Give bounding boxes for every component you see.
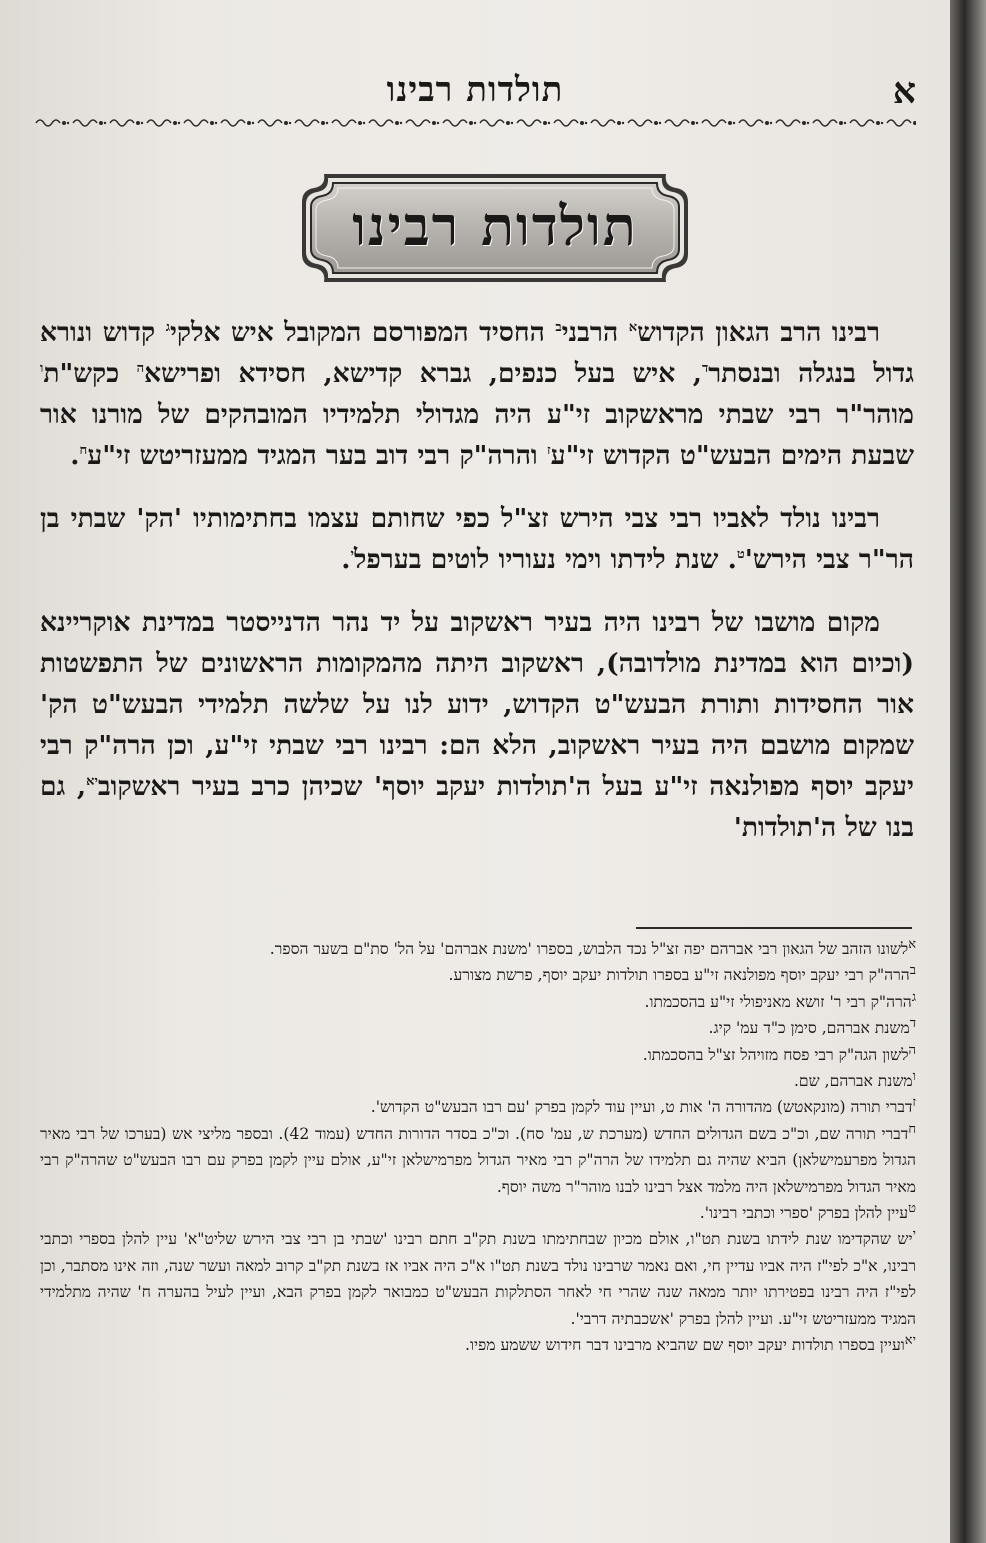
footnote-mark: ו (912, 1068, 916, 1084)
header-ornament-border (34, 116, 916, 130)
text-run: , איש בעל כנפים, גברא קדישא, חסידא ופרישא (144, 358, 702, 389)
text-run: מקום מושבו של רבינו היה בעיר ראשקוב על יד נהר הדנייסטר במדינת אוקריינא (וכיום הוא במדינת מולדובה), ראשקוב היתה מהמקומות הראשונים של התפשטות אור החסידות ותורת הבעש"ט הקדוש, ידוע לנו על שלשה תלמידי הבעש"ט הק' שמקום מושבם היה בעיר ראשקוב, הלא הם: רבינו רבי שבתי זי"ע, וכן הרה"ק רבי יעקב יוסף מפולנאה זי"ע בעל ה'תולדות יעקב יוסף' שכיהן כרב בעיר ראשקוב (40, 607, 914, 802)
footnote-ref: ד (701, 361, 709, 377)
body-paragraph (40, 498, 914, 580)
footnote-mark: ט (908, 1200, 916, 1216)
footnote-mark: ב (909, 963, 916, 979)
footnote-ref: ב (555, 320, 562, 336)
footnote-ref: ה (136, 361, 145, 377)
footnote-ref: ח (79, 443, 88, 459)
footnote-mark: ג (911, 989, 916, 1005)
text-run: כקש"ת (43, 358, 137, 389)
footnote-text: הרה"ק רבי יעקב יוסף מפולנאה זי"ע בספרו תולדות יעקב יוסף, פרשת מצורע. (448, 966, 910, 985)
footnote-ref: ט (736, 547, 745, 563)
page-number: א (892, 70, 916, 112)
body-paragraph (40, 312, 914, 476)
footnote-mark: יא (904, 1332, 916, 1348)
footnote (40, 1226, 916, 1332)
chapter-title-cartouche (300, 172, 690, 284)
footnote-text: לשונו הזהב של הגאון רבי אברהם יפה זצ"ל נכד הלבוש, בספרו 'משנת אברהם' על הל' סת"ם בשער הספר. (269, 940, 909, 958)
footnote-mark: א (908, 936, 916, 952)
footnote-ref: א (628, 320, 638, 336)
running-title: תולדות רבינו (386, 70, 564, 110)
footnote (40, 1015, 916, 1041)
footnote-mark: ח (908, 1121, 917, 1137)
text-run: . (70, 440, 80, 471)
footnote-separator (636, 927, 912, 929)
text-run: רבינו נולד לאביו רבי צבי הירש זצ"ל כפי שחותם עצמו בחתימותיו 'הק' שבתי בן הר"ר צבי הירש' (40, 503, 914, 575)
body-paragraph (40, 602, 914, 848)
footnote-mark: י (912, 1227, 916, 1243)
footnote-ref: ו (40, 361, 44, 377)
footnote-mark: ד (909, 1016, 916, 1032)
footnote (40, 1094, 916, 1120)
text-run: , גם בנו של ה'תולדות' (40, 771, 914, 843)
footnote-text: דברי תורה (מונקאטש) מהדורה ה' אות ט, ועיין עוד לקמן בפרק 'עם רבו הבעש"ט הקדוש'. (370, 1098, 913, 1117)
footnote-ref: ז (546, 443, 551, 459)
footnote-text: הרה"ק רבי ר' זושא מאניפולי זי"ע בהסכמתו. (644, 992, 912, 1011)
footnote-ref: יא (86, 774, 98, 790)
footnote-ref: י (350, 547, 354, 563)
text-run: רבינו הרב הגאון הקדוש (637, 317, 880, 348)
footnote (40, 1200, 916, 1226)
footnote (40, 962, 916, 988)
footnote-mark: ז (912, 1095, 916, 1111)
chapter-title: תולדות רבינו (352, 194, 638, 258)
text-run: הרבני (561, 317, 629, 348)
text-run: קדוש ונורא גדול בנגלה ובנסתר (40, 317, 914, 389)
running-header (30, 70, 920, 118)
text-run: והרה"ק רבי דוב בער המגיד ממעזריטש זי"ע (87, 440, 547, 471)
text-run: . (341, 544, 351, 575)
footnote (40, 1332, 916, 1358)
footnote-text: עיין להלן בפרק 'ספרי וכתבי רבינו'. (699, 1204, 909, 1223)
footnotes (40, 936, 916, 1359)
footnote-text: משנת אברהם, שם. (793, 1072, 913, 1091)
footnote (40, 1121, 916, 1200)
page-edge-shadow (950, 0, 986, 1543)
footnote-text: דברי תורה שם, וכ"כ בשם הגדולים החדש (מערכת ש, עמ' סח). וכ"כ בסדר הדורות החדש (עמוד 42). ובספר מליצי אש (בערכו של רבי מאיר הגדול מפרעמישלאן) הביא שהיה גם תלמידו של הרה"ק רבי מאיר הגדול מפרמישלאן זי"ע, אולם עיין לקמן בפרק עם רבו הבעש"ט שהרה"ק רבי מאיר הגדול מפרמישלאן היה מלמד אצל רבינו לבנו מוהר"ר משה יוסף. (40, 1124, 916, 1196)
footnote (40, 1042, 916, 1068)
footnote-text: ועיין בספרו תולדות יעקב יוסף שם שהביא מרבינו דבר חידוש ששמע מפיו. (465, 1336, 905, 1355)
text-run: . שנת לידתו וימי נעוריו לוטים בערפל (353, 544, 737, 575)
footnote-text: לשון הגה"ק רבי פסח מזויהל זצ"ל בהסכמתו. (642, 1045, 909, 1064)
body-text (40, 312, 914, 870)
footnote-text: משנת אברהם, סימן כ"ד עמ' קיג. (708, 1019, 910, 1038)
text-run: החסיד המפורסם המקובל איש אלקי (169, 317, 556, 348)
footnote-ref: ג (165, 320, 170, 336)
footnote (40, 1068, 916, 1094)
footnote (40, 936, 916, 962)
text-run: מוהר"ר רבי שבתי מראשקוב זי"ע היה מגדולי תלמידיו המובהקים של מורנו אור שבעת הימים הבעש"ט הקדוש זי"ע (40, 399, 914, 471)
footnote-text: יש שהקדימו שנת לידתו בשנת תט"ו, אולם מכיון שבחתימתו בשנת תק"ב חתם רבינו 'שבתי בן רבי צבי הירש שליט"א' עיין להלן בספרי וכתבי רבינו, א"כ לפי"ז היה אביו עדיין חי, ואם נאמר שרבינו נולד בשנת תט"ו א"כ היה אביו אז בשנת תק"ב קרוב למאה ועשר שנה, וזה אינו מסתבר, וכן לפי"ז היה רבינו בפטירתו יותר ממאה שנה שהרי חי לאחר הסתלקות הבעש"ט כמבואר לקמן בפרק הבא, ועיין לעיל בהערה ח' שהיה מתלמידי המגיד ממעזריטש זי"ע. ועיין להלן בפרק 'אשכבתיה דרבי'. (40, 1230, 916, 1328)
footnote-mark: ה (908, 1042, 916, 1058)
footnote (40, 989, 916, 1015)
